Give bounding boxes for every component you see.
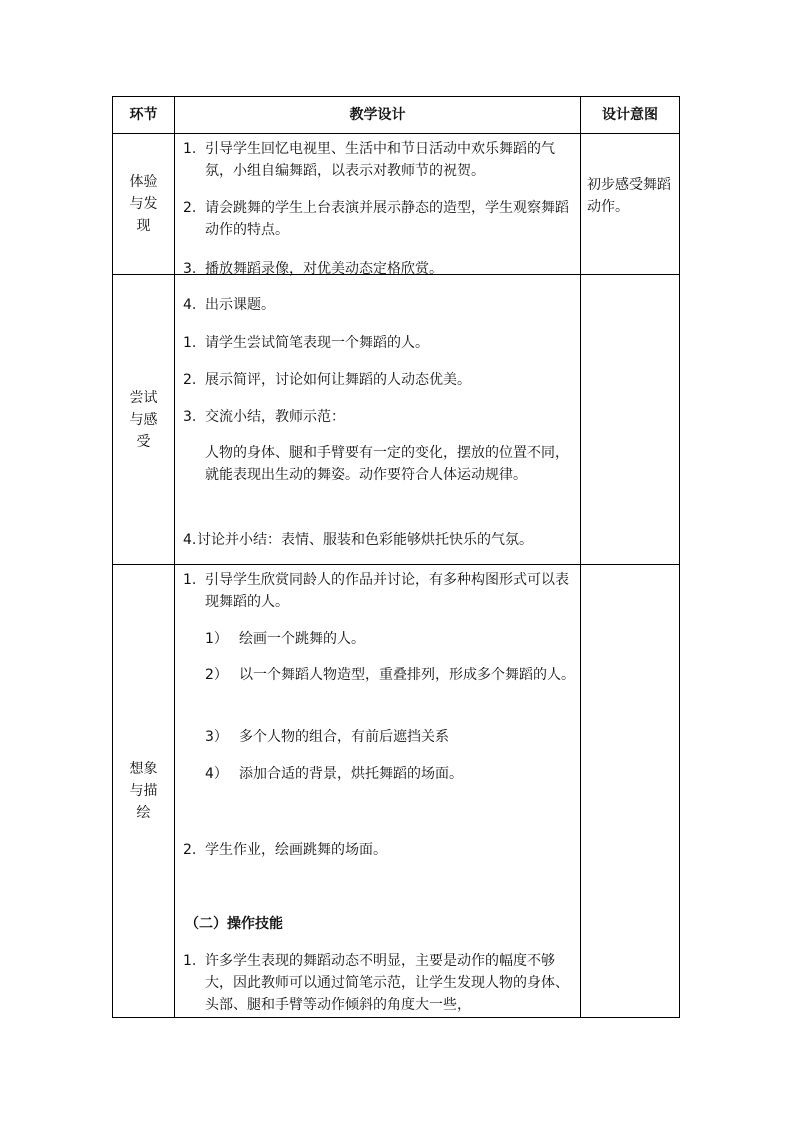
- section-heading-text: （二）操作技能: [185, 916, 283, 932]
- list-item: [183, 138, 576, 182]
- lesson-plan-table: [112, 96, 680, 1018]
- item-text: 以一个舞蹈人物造型，重叠排列，形成多个舞蹈的人。: [239, 667, 575, 683]
- item-text: 请学生尝试简笔表现一个舞蹈的人。: [205, 335, 429, 351]
- item-text: 播放舞蹈录像，对优美动态定格欣赏。: [205, 261, 443, 277]
- item-number: 2.: [183, 200, 197, 216]
- item-text: 多个人物的组合，有前后遮挡关系: [239, 729, 449, 745]
- list-item: [183, 332, 576, 354]
- header-stage: 环节: [113, 97, 175, 134]
- intent-text: 初步感受舞蹈动作。: [587, 177, 671, 215]
- item-text: 引导学生回忆电视里、生活中和节日活动中欢乐舞蹈的气氛，小组自编舞蹈，以表示对教师节的祝贺。: [205, 141, 555, 179]
- intent-cell-imagination: [581, 565, 680, 1018]
- header-intent: 设计意图: [581, 97, 680, 134]
- list-item: [183, 628, 576, 650]
- header-design: 教学设计: [175, 97, 581, 134]
- item-text: 人物的身体、腿和手臂要有一定的变化，摆放的位置不同，就能表现出生动的舞姿。动作要符合人体运动规律。: [205, 445, 569, 483]
- design-cell-experience: [175, 134, 581, 275]
- table-row-imagination: [113, 565, 680, 1018]
- design-cell-trial: [175, 275, 581, 565]
- item-text: 绘画一个跳舞的人。: [239, 631, 365, 647]
- item-number: 2.: [183, 842, 197, 858]
- stage-cell-imagination: [113, 565, 175, 1018]
- list-item: [183, 664, 576, 686]
- section-heading: [185, 913, 576, 935]
- intent-cell-trial: [581, 275, 680, 565]
- list-item: [183, 197, 576, 241]
- list-item: [183, 369, 576, 391]
- stage-line: 想象: [129, 761, 158, 777]
- list-item: [183, 839, 576, 861]
- item-number: 3）: [205, 729, 228, 745]
- item-number: 2.: [183, 372, 197, 388]
- item-text: 学生作业，绘画跳舞的场面。: [205, 842, 387, 858]
- stage-line: 与感: [129, 411, 158, 428]
- table-row-experience: [113, 134, 680, 275]
- item-number: 1.: [183, 953, 197, 969]
- item-number: 1.: [183, 572, 197, 588]
- item-text: 交流小结，教师示范：: [205, 409, 345, 425]
- item-text: 添加合适的背景，烘托舞蹈的场面。: [239, 766, 463, 782]
- item-number: 4.: [183, 532, 197, 548]
- item-text: 请会跳舞的学生上台表演并展示静态的造型，学生观察舞蹈动作的特点。: [205, 200, 569, 238]
- item-text: 展示简评，讨论如何让舞蹈的人动态优美。: [205, 372, 471, 388]
- list-item: [183, 569, 576, 613]
- list-item: [183, 763, 576, 785]
- stage-line: 与描: [129, 783, 158, 799]
- item-text: 引导学生欣赏同龄人的作品并讨论，有多种构图形式可以表现舞蹈的人。: [205, 572, 569, 610]
- stage-line: 绘: [136, 805, 151, 821]
- list-item: [183, 294, 576, 316]
- list-item: [183, 529, 576, 551]
- design-cell-imagination: [175, 565, 581, 1018]
- item-number: 1.: [183, 335, 197, 351]
- item-number: 1）: [205, 631, 228, 647]
- intent-cell-experience: [581, 134, 680, 275]
- list-item: [183, 406, 576, 428]
- stage-line: 现: [136, 218, 151, 234]
- stage-line: 体验: [129, 174, 158, 190]
- stage-cell-trial: [113, 275, 175, 565]
- item-number: 2）: [205, 667, 228, 683]
- stage-line: 尝试: [129, 389, 158, 406]
- list-item: [183, 442, 576, 486]
- list-item: [183, 950, 576, 1016]
- item-text: 讨论并小结：表情、服装和色彩能够烘托快乐的气氛。: [197, 532, 533, 548]
- item-number: 1.: [183, 141, 197, 157]
- item-number: 3.: [183, 409, 197, 425]
- table-row-trial: [113, 275, 680, 565]
- stage-line: 受: [136, 433, 151, 450]
- table-header-row: [113, 97, 680, 134]
- stage-cell-experience: [113, 134, 175, 275]
- list-item: [183, 726, 576, 748]
- item-number: 3.: [183, 261, 197, 277]
- item-number: 4.: [183, 297, 197, 313]
- item-text: 许多学生表现的舞蹈动态不明显，主要是动作的幅度不够大，因此教师可以通过简笔示范，让学生发现人物的身体、头部、腿和手臂等动作倾斜的角度大一些，: [205, 953, 569, 1013]
- item-number: 4）: [205, 766, 228, 782]
- item-text: 出示课题。: [205, 297, 275, 313]
- stage-line: 与发: [129, 196, 158, 212]
